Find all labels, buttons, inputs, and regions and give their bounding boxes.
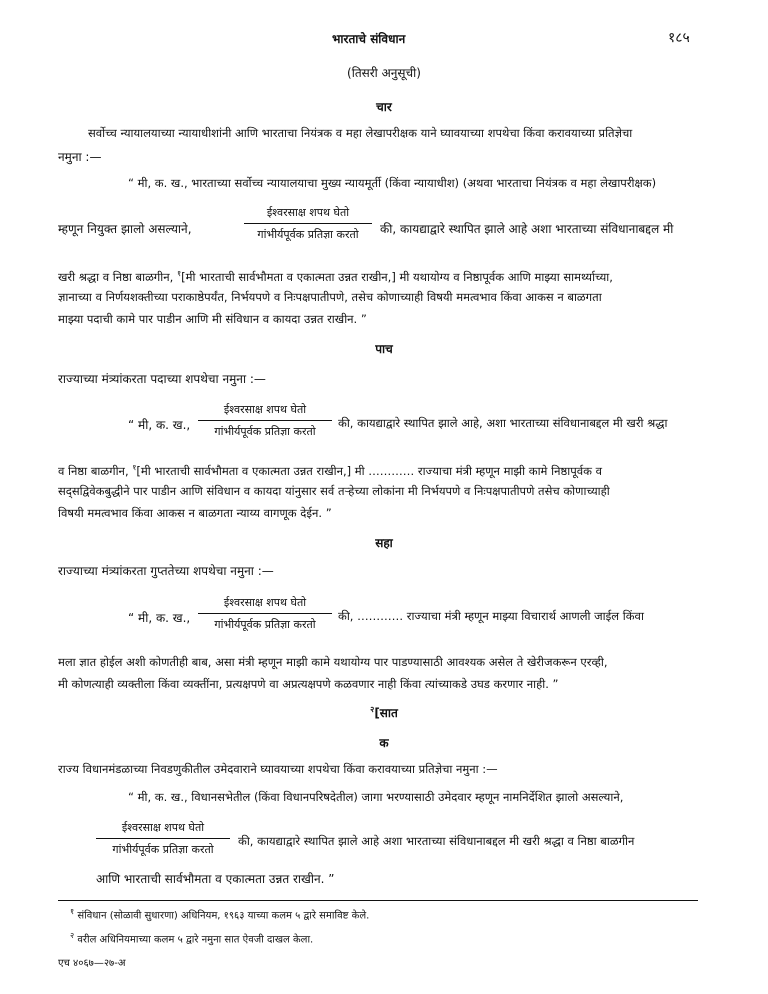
section-five-line-a <box>58 462 602 479</box>
page-title: भारताचे संविधान <box>332 32 406 46</box>
page-number: १८५ <box>668 30 690 46</box>
section-five-oath-before: “ मी, क. ख., <box>128 418 191 432</box>
section-four-oath-fraction <box>244 205 372 242</box>
section-four-oath-line1: “ मी, क. ख., भारताच्या सर्वोच्च न्यायालयाचा मुख्य न्यायमूर्ती (किंवा न्यायाधीश) (अथवा भारताचा नियंत्रक व महा लेखापरीक्षक) <box>128 176 657 190</box>
section-four-intro-line2: नमुना :— <box>58 150 102 164</box>
fraction-denominator: गांभीर्यपूर्वक प्रतिज्ञा करतो <box>257 228 359 241</box>
section-seven-subheading: क <box>379 736 389 750</box>
section-seven-heading-text: [सात <box>374 706 398 720</box>
section-five-line-c: विषयी ममत्वभाव किंवा आकस न बाळगता न्याय्य वागणूक देईन. ” <box>58 506 332 520</box>
section-seven-intro: राज्य विधानमंडळाच्या निवडणुकीतील उमेदवाराने घ्यावयाच्या शपथेचा किंवा करावयाच्या प्रतिज्ञेचा नमुना :— <box>58 762 498 776</box>
section-six-intro: राज्याच्या मंत्र्यांकरता गुप्ततेच्या शपथेचा नमुना :— <box>58 564 274 578</box>
section-six-heading: सहा <box>375 536 393 550</box>
footnote-text: संविधान (सोळावी सुधारणा) अधिनियम, १९६३ याच्या कलम ५ द्वारे समाविष्ट केले. <box>77 910 370 922</box>
section-four-intro-line1: सर्वोच्च न्यायालयाच्या न्यायाधीशांनी आणि भारताचा नियंत्रक व महा लेखापरीक्षक याने घ्यावयाच्या शपथेचा किंवा करावयाच्या प्रतिज्ञेचा <box>88 126 633 140</box>
section-five-oath-fraction <box>198 402 332 439</box>
section-five-line-b: सद्सद्विवेकबुद्धीने पार पाडीन आणि संविधान व कायदा यांनुसार सर्व तऱ्हेच्या लोकांना मी निर्भयपणे व निःपक्षपातीपणे तसेच कोणाच्याही <box>58 484 610 498</box>
section-seven-oath-fraction <box>96 820 230 857</box>
footnote-number: २ <box>70 931 75 940</box>
fraction-numerator: ईश्वरसाक्ष शपथ घेतो <box>244 205 372 224</box>
footnote-divider <box>58 900 698 901</box>
fraction-denominator: गांभीर्यपूर्वक प्रतिज्ञा करतो <box>112 843 214 856</box>
footnote-ref-1: १ <box>176 269 182 278</box>
fraction-denominator: गांभीर्यपूर्वक प्रतिज्ञा करतो <box>214 618 316 631</box>
footnote-number: १ <box>70 907 75 916</box>
line-a-rest: [मी भारताची सार्वभौमता व एकात्मता उन्नत राखीन,] मी ………… राज्याचा मंत्री म्हणून माझी कामे निष्ठापूर्वक व <box>136 463 603 478</box>
fraction-numerator: ईश्वरसाक्ष शपथ घेतो <box>198 595 332 614</box>
section-four-oath-after: की, कायद्याद्वारे स्थापित झाले आहे अशा भारताच्या संविधानाबद्दल मी <box>380 222 674 236</box>
section-four-line-b: ज्ञानाच्या व निर्णयशक्तीच्या पराकाष्ठेपर्यंत, निर्भयपणे व निःपक्षपातीपणे, तसेच कोणाच्याही विषयी ममत्वभाव किंवा आकस न बाळगता <box>58 290 602 304</box>
footnote-text: वरील अधिनियमाच्या कलम ५ द्वारे नमुना सात ऐवजी दाखल केला. <box>77 934 314 946</box>
fraction-numerator: ईश्वरसाक्ष शपथ घेतो <box>198 402 332 421</box>
section-five-intro: राज्याच्या मंत्र्यांकरता पदाच्या शपथेचा नमुना :— <box>58 372 266 386</box>
section-six-oath-fraction <box>198 595 332 632</box>
section-seven-line-last: आणि भारताची सार्वभौमता व एकात्मता उन्नत राखीन. ” <box>96 872 335 886</box>
fraction-denominator: गांभीर्यपूर्वक प्रतिज्ञा करतो <box>214 425 316 438</box>
section-five-heading: पाच <box>375 342 393 356</box>
section-seven-oath-line1: “ मी, क. ख., विधानसभेतील (किंवा विधानपरिषदेतील) जागा भरण्यासाठी उमेदवार म्हणून नामनिर्देशित झालो असल्याने, <box>128 790 624 804</box>
section-six-oath-after: की, ………… राज्याचा मंत्री म्हणून माझ्या विचारार्थ आणली जाईल किंवा <box>338 609 644 623</box>
section-four-oath-before: म्हणून नियुक्त झालो असल्याने, <box>58 222 192 236</box>
line-a-rest: [मी भारताची सार्वभौमता व एकात्मता उन्नत राखीन,] मी यथायोग्य व निष्ठापूर्वक आणि माझ्या सामर्थ्याच्या, <box>181 269 613 284</box>
section-seven-heading <box>0 704 768 721</box>
section-four-line-c: माझ्या पदाची कामे पार पाडीन आणि मी संविधान व कायदा उन्नत राखीन. ” <box>58 312 367 326</box>
line-a-start: खरी श्रद्धा व निष्ठा बाळगीन, <box>58 269 174 284</box>
section-six-line-a: मला ज्ञात होईल अशी कोणतीही बाब, असा मंत्री म्हणून माझी कामे यथायोग्य पार पाडण्यासाठी आवश्यक असेल ते खेरीजकरून एरव्ही, <box>58 655 608 669</box>
print-code: एच ४०६७—२७-अ <box>58 958 126 969</box>
section-six-line-b: मी कोणत्याही व्यक्तीला किंवा व्यक्तींना, प्रत्यक्षपणे वा अप्रत्यक्षपणे कळवणार नाही किंवा त्यांच्याकडे उघड करणार नाही. ” <box>58 677 559 691</box>
footnote-2 <box>70 930 313 945</box>
schedule-label: (तिसरी अनुसूची) <box>347 66 421 80</box>
section-four-line-a <box>58 268 613 285</box>
footnote-ref-1: १ <box>132 463 137 472</box>
section-six-oath-before: “ मी, क. ख., <box>128 611 191 625</box>
footnote-1 <box>70 906 369 921</box>
footnote-ref-2: २ <box>370 705 375 714</box>
section-five-oath-after: की, कायद्याद्वारे स्थापित झाले आहे, अशा भारताच्या संविधानाबद्दल मी खरी श्रद्धा <box>338 416 668 430</box>
section-four-heading: चार <box>376 100 392 114</box>
section-seven-oath-after: की, कायद्याद्वारे स्थापित झाले आहे अशा भारताच्या संविधानाबद्दल मी खरी श्रद्धा व निष्ठा बाळगीन <box>238 834 635 848</box>
fraction-numerator: ईश्वरसाक्ष शपथ घेतो <box>96 820 230 839</box>
line-a-start: व निष्ठा बाळगीन, <box>58 463 129 478</box>
